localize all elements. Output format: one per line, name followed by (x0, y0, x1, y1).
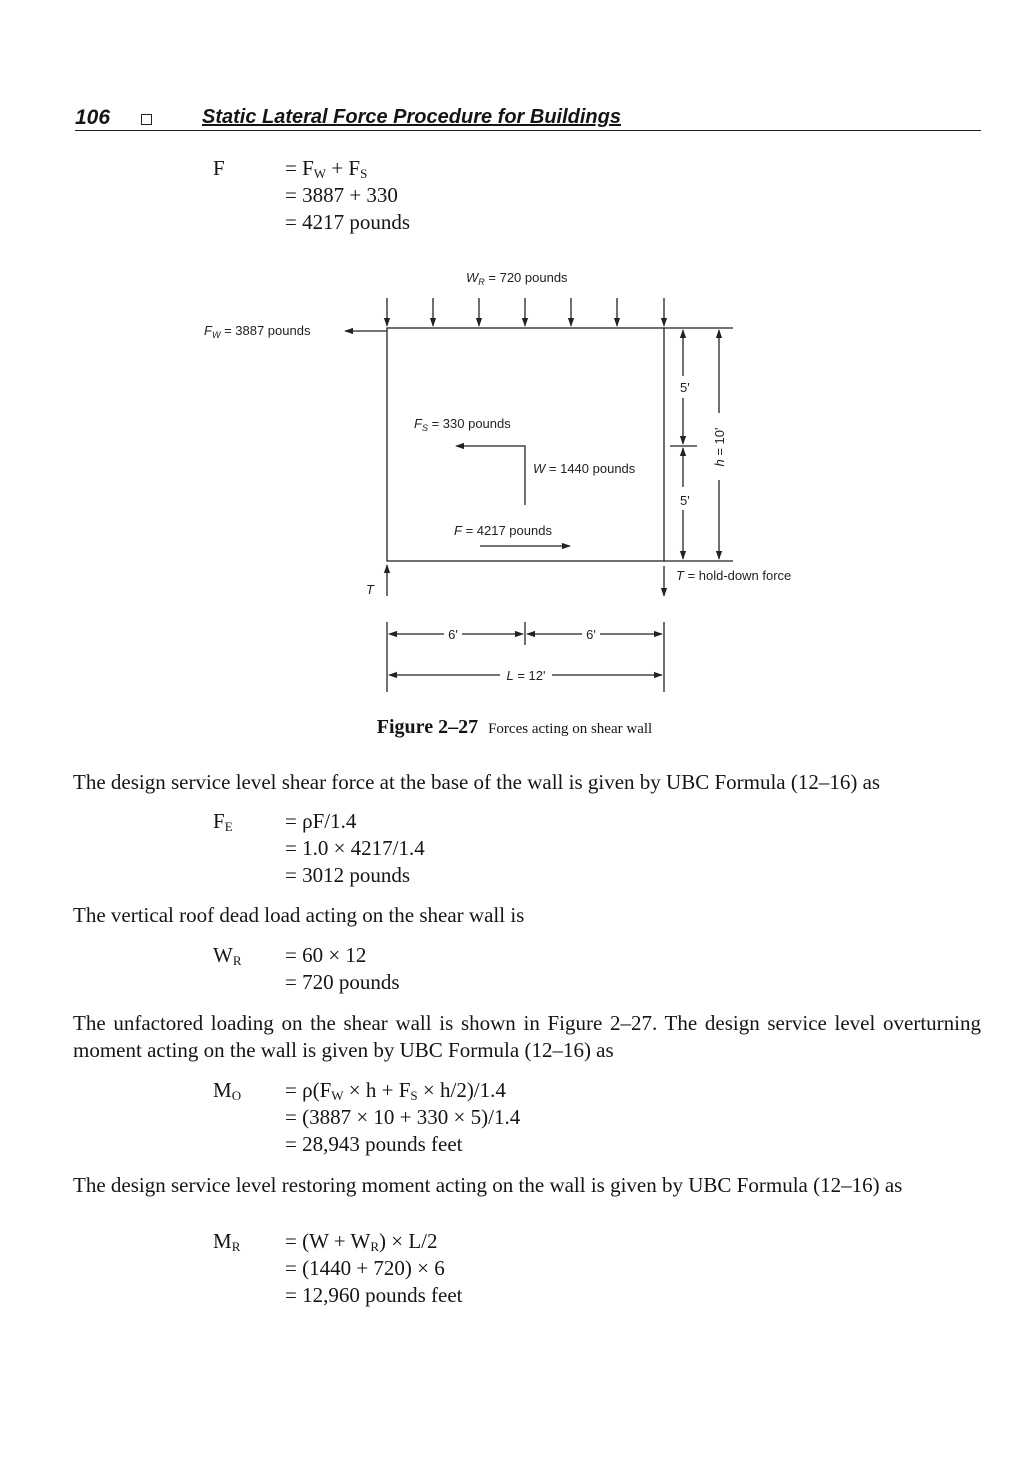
equation-symbol: F (213, 156, 225, 180)
paragraph-roof-load: The vertical roof dead load acting on the shear wall is (73, 903, 525, 927)
dim-5-top-label: 5' (680, 380, 690, 395)
equation-line: = (1440 + 720) × 6 (285, 1256, 445, 1280)
paragraph-restoring: The design service level restoring moment acting on the wall is given by UBC Formula (12–16) as (73, 1173, 903, 1197)
dim-h-label: h = 10' (712, 427, 727, 467)
paragraph-overturning: The unfactored loading on the shear wall is shown in Figure 2–27. The design service level overturning moment acting on the wall is given by UBC Formula (12–16) as (73, 1011, 981, 1062)
wr-label: $W_R = 720$ pounds (466, 270, 568, 287)
equation-symbol: $M_R$ (213, 1229, 241, 1254)
fs-force-arrow (456, 446, 525, 505)
dim-6-left-label: 6' (448, 627, 458, 642)
caption-text: Forces acting on shear wall (488, 721, 653, 737)
paragraph-shear-force: The design service level shear force at the base of the wall is given by UBC Formula (12–16) as (73, 770, 881, 794)
equation-line: = 12,960 pounds feet (285, 1283, 463, 1307)
equation-line: = ρF/1.4 (285, 809, 357, 833)
w-label: W = 1440 pounds (533, 461, 636, 476)
equation-line: = 720 pounds (285, 970, 400, 994)
shear-wall-figure (0, 0, 1029, 720)
equation-line: = 4217 pounds (285, 210, 411, 234)
f-label: F = 4217 pounds (454, 523, 552, 538)
equation-line: = 3012 pounds (285, 863, 411, 887)
equation-line: = $F_W + F_S$ (285, 156, 368, 181)
equation-line: = 3887 + 330 (285, 183, 398, 207)
t-right-label: T = hold-down force (676, 568, 792, 583)
equation-line: = 28,943 pounds feet (285, 1132, 463, 1156)
dim-l-label: L = 12' (506, 668, 546, 683)
page-number: 106 (75, 106, 111, 129)
fw-label: $F_W = 3887$ pounds (204, 323, 311, 340)
fs-label: $F_S = 330$ pounds (414, 416, 511, 433)
figure-caption (0, 716, 1029, 739)
equation-symbol: $W_R$ (213, 943, 242, 968)
equation-symbol: $M_O$ (213, 1078, 242, 1103)
t-left-label: T (366, 582, 374, 597)
equation-line: = 1.0 × 4217/1.4 (285, 836, 425, 860)
equation-line: = $\rho(F_W \times h + F_S \times h/2)/1.4$ (285, 1078, 506, 1103)
caption-number: Figure 2–27 (376, 716, 479, 738)
equation-symbol: $F_E$ (213, 809, 233, 834)
dim-5-bottom-label: 5' (680, 493, 690, 508)
equation-line: = $(W + W_R) \times L/2$ (285, 1229, 438, 1254)
equation-line: = (3887 × 10 + 330 × 5)/1.4 (285, 1105, 521, 1129)
running-title: Static Lateral Force Procedure for Buildings (202, 106, 621, 128)
dim-6-right-label: 6' (586, 627, 596, 642)
equation-line: = 60 × 12 (285, 943, 367, 967)
